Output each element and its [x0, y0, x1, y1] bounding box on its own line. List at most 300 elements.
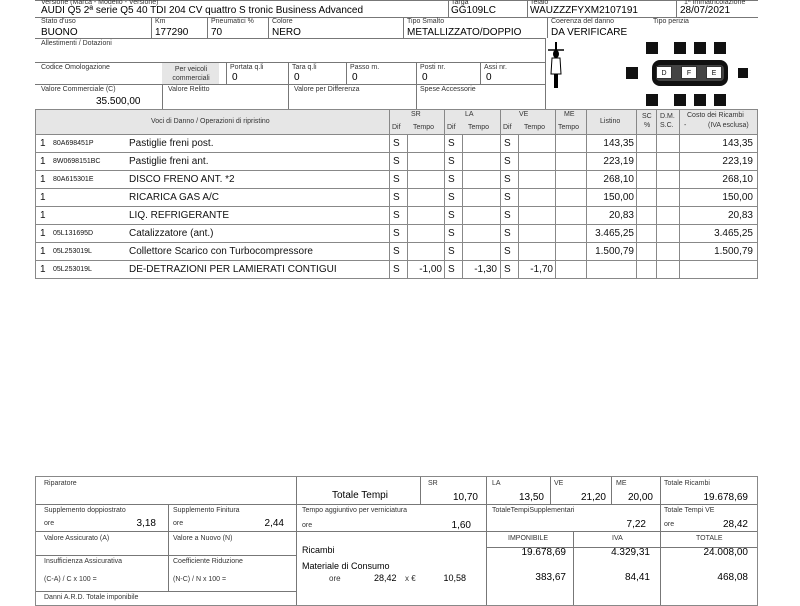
cell-me-tempo	[557, 171, 584, 188]
divider	[555, 110, 556, 134]
cell-la-dif: S	[448, 246, 455, 257]
ricambi-iva: 4.329,31	[611, 547, 650, 558]
label-ore: ore	[44, 520, 55, 527]
label-insufficienza: Insufficienza Assicurativa	[44, 558, 123, 565]
cell-divider	[500, 225, 501, 242]
cell-me-tempo	[557, 189, 584, 206]
label-ore: ore	[302, 522, 313, 529]
cell-listino: 3.465,25	[595, 228, 634, 239]
cell-la-dif: S	[448, 156, 455, 167]
divider	[389, 110, 390, 134]
cell-costo: 150,00	[722, 192, 753, 203]
per-veicoli-commerciali-box	[162, 63, 219, 84]
zone-f-label: F	[686, 70, 692, 77]
cell-divider	[679, 189, 680, 206]
label-stato-uso: Stato d'uso	[41, 18, 76, 25]
telaio-value: WAUZZZFYXM2107191	[530, 5, 638, 16]
cell-divider	[555, 225, 556, 242]
cell-sr-tempo	[408, 171, 442, 188]
cell-me-tempo	[557, 153, 584, 170]
totale-tempi-supp-value: 7,22	[626, 519, 646, 530]
zone-d-label: D	[661, 70, 667, 77]
divider	[35, 62, 545, 63]
divider	[547, 17, 548, 38]
cell-divider	[586, 207, 587, 224]
totale-tempi-ve-value: 28,42	[722, 519, 748, 530]
cell-ve-tempo	[519, 171, 553, 188]
label-tipo-perizia: Tipo perizia	[653, 18, 689, 25]
cell-la-tempo	[463, 243, 497, 260]
motorcycle-icon	[546, 40, 566, 92]
cell-divider	[555, 135, 556, 152]
cell-divider	[500, 135, 501, 152]
divider	[151, 17, 152, 38]
cell-divider	[656, 207, 657, 224]
km-value: 177290	[155, 27, 189, 38]
cell-ve-tempo	[519, 243, 553, 260]
cell-desc: Pastiglie freni ant.	[129, 156, 209, 167]
label-totale: TOTALE	[696, 535, 723, 542]
label-per-veicoli: Per veicoli commerciali	[172, 66, 210, 82]
zone-marker	[646, 94, 658, 106]
cell-code: 05L253019L	[53, 266, 92, 273]
cell-la-dif: S	[448, 192, 455, 203]
supp-finitura-value: 2,44	[264, 518, 284, 529]
cell-divider	[444, 189, 445, 206]
cell-divider	[656, 135, 657, 152]
vehicle-damage-diagram	[548, 40, 758, 108]
cell-divider	[500, 153, 501, 170]
cell-divider	[500, 243, 501, 260]
label-tipo-smalto: Tipo Smalto	[407, 18, 445, 25]
label-ore: ore	[173, 520, 184, 527]
label-passo: Passo m.	[350, 64, 380, 71]
cell-desc: Catalizzatore (ant.)	[129, 228, 214, 239]
cell-sr-dif: S	[393, 174, 400, 185]
cell-divider	[389, 189, 390, 206]
label-ore: ore	[664, 521, 675, 528]
label-posti: Posti nr.	[420, 64, 446, 71]
header-listino: Listino	[600, 118, 621, 125]
cell-me-tempo	[557, 225, 584, 242]
cell-ve-dif: S	[504, 156, 511, 167]
cell-listino: 268,10	[603, 174, 634, 185]
cell-divider	[444, 261, 445, 278]
cell-divider	[586, 189, 587, 206]
divider	[586, 110, 587, 134]
cell-ve-dif: S	[504, 138, 511, 149]
materiale-x-euro: x €	[405, 574, 416, 583]
cell-divider	[444, 225, 445, 242]
tipo-smalto-value: METALLIZZATO/DOPPIO	[407, 27, 522, 38]
cell-divider	[555, 189, 556, 206]
ricambi-totale: 24.008,00	[703, 547, 748, 558]
cell-la-dif: S	[448, 174, 455, 185]
cell-la-tempo: -1,30	[474, 264, 497, 275]
header-sc2: S.C.	[660, 122, 674, 129]
cell-la-dif: S	[448, 210, 455, 221]
cell-costo: 223,19	[722, 156, 753, 167]
divider	[676, 0, 677, 17]
cell-costo: 20,83	[727, 210, 753, 221]
materiale-imponibile: 383,67	[535, 572, 566, 583]
cell-me-tempo	[557, 243, 584, 260]
label-immatricolazione: 1ª Immatricolazione	[684, 0, 746, 6]
cell-divider	[500, 261, 501, 278]
passo-value: 0	[352, 72, 358, 83]
cell-listino	[588, 261, 634, 278]
label-telaio: Telaio	[530, 0, 549, 6]
cell-desc: RICARICA GAS A/C	[129, 192, 220, 203]
label-allestimenti: Allestimenti / Dotazioni	[41, 40, 112, 47]
divider	[207, 17, 208, 38]
table-row	[35, 171, 758, 189]
cell-ve-dif: S	[504, 246, 511, 257]
label-tempo-aggiuntivo: Tempo aggiuntivo per verniciatura	[302, 507, 408, 514]
cell-ve-tempo	[519, 225, 553, 242]
cell-code: 05L131695D	[53, 230, 94, 237]
zone-e-label: E	[711, 70, 717, 77]
label-valore-relitto: Valore Relitto	[168, 86, 210, 93]
cell-code: 80A615301E	[53, 176, 94, 183]
stato-value: BUONO	[41, 27, 78, 38]
cell-sr-tempo	[408, 189, 442, 206]
divider	[288, 62, 289, 84]
header-costo-ricambi: Costo dei Ricambi	[687, 112, 744, 119]
cell-ve-tempo	[519, 153, 553, 170]
label-valore-assicurato: Valore Assicurato (A)	[44, 535, 110, 542]
cell-divider	[389, 153, 390, 170]
insufficienza-formula: (C-A) / C x 100 =	[44, 576, 97, 583]
header-pct: %	[644, 122, 651, 129]
cell-divider	[636, 153, 637, 170]
cell-divider	[636, 189, 637, 206]
supp-doppiostrato-value: 3,18	[136, 518, 156, 529]
label-pneumatici: Pneumatici %	[211, 18, 254, 25]
divider	[656, 110, 657, 134]
cell-qty: 1	[40, 246, 46, 257]
header-ve-tempo: Tempo	[524, 124, 546, 131]
colore-value: NERO	[272, 27, 301, 38]
divider	[168, 504, 169, 591]
sr-total: 10,70	[452, 492, 478, 503]
header-me: ME	[564, 111, 575, 118]
label-portata: Portata q.li	[230, 64, 264, 71]
label-totale-tempi-supp: TotaleTempiSupplementari	[492, 507, 575, 514]
cell-code: 80A698451P	[53, 140, 94, 147]
zone-marker	[694, 42, 706, 54]
divider	[296, 477, 297, 605]
cell-divider	[555, 261, 556, 278]
header-voci-di-danno: Voci di Danno / Operazioni di ripristino	[151, 118, 270, 125]
cell-ve-tempo: -1,70	[530, 264, 553, 275]
label-valore-differenza: Valore per Differenza	[294, 86, 360, 93]
cell-divider	[389, 261, 390, 278]
divider	[448, 0, 449, 17]
zone-marker	[674, 42, 686, 54]
label-valore-commerciale: Valore Commerciale (C)	[41, 86, 116, 93]
header-me-tempo: Tempo	[558, 124, 580, 131]
label-materiale-consumo: Materiale di Consumo	[302, 561, 390, 571]
cell-sr-tempo	[408, 243, 442, 260]
cell-code: 8W0698151BC	[53, 158, 101, 165]
posti-value: 0	[422, 72, 428, 83]
divider	[288, 84, 289, 109]
cell-me-tempo	[557, 207, 584, 224]
header-iva-esclusa: (IVA esclusa)	[708, 122, 749, 129]
cell-divider	[636, 171, 637, 188]
label-codice-omologazione: Codice Omologazione	[41, 64, 110, 71]
cell-divider	[389, 135, 390, 152]
cell-divider	[656, 189, 657, 206]
divider	[679, 110, 680, 134]
cell-divider	[636, 207, 637, 224]
label-totale-tempi-ve: Totale Tempi VE	[664, 507, 715, 514]
cell-la-dif: S	[448, 264, 455, 275]
label-spese-accessorie: Spese Accessorie	[420, 86, 476, 93]
zone-marker	[738, 68, 748, 78]
cell-code	[53, 189, 128, 206]
cell-qty: 1	[40, 138, 46, 149]
cell-costo: 143,35	[722, 138, 753, 149]
cell-sr-dif: S	[393, 192, 400, 203]
cell-costo: 3.465,25	[714, 228, 753, 239]
cell-divider	[586, 243, 587, 260]
label-valore-nuovo: Valore a Nuovo (N)	[173, 535, 233, 542]
cell-qty: 1	[40, 228, 46, 239]
label-danni-ard: Danni A.R.D. Totale imponibile	[44, 594, 139, 601]
label-coefficiente: Coefficiente Riduzione	[173, 558, 243, 565]
cell-me-tempo	[557, 135, 584, 152]
header-la: LA	[465, 111, 474, 118]
coefficiente-formula: (N-C) / N x 100 =	[173, 576, 227, 583]
cell-divider	[656, 225, 657, 242]
cell-ve-dif: S	[504, 210, 511, 221]
cell-divider	[389, 243, 390, 260]
label-ricambi: Ricambi	[302, 545, 335, 555]
cell-la-tempo	[463, 153, 497, 170]
cell-divider	[679, 207, 680, 224]
divider	[416, 62, 417, 84]
pneumatici-value: 70	[211, 27, 223, 38]
label-ore: ore	[329, 574, 341, 583]
divider	[36, 531, 757, 532]
table-header	[35, 109, 758, 135]
cell-ve-dif: S	[504, 228, 511, 239]
header-sr: SR	[411, 111, 421, 118]
header-sr-tempo: Tempo	[413, 124, 435, 131]
cell-divider	[389, 225, 390, 242]
label-assi: Assi nr.	[484, 64, 507, 71]
cell-la-tempo	[463, 171, 497, 188]
cell-divider	[500, 207, 501, 224]
cell-ve-dif: S	[504, 174, 511, 185]
cell-qty: 1	[40, 210, 46, 221]
table-row	[35, 207, 758, 225]
zone-marker	[626, 67, 638, 79]
divider	[162, 84, 163, 109]
cell-divider	[555, 243, 556, 260]
materiale-totale: 468,08	[717, 572, 748, 583]
label-km: Km	[155, 18, 166, 25]
cell-listino: 20,83	[608, 210, 634, 221]
cell-sr-dif: S	[393, 264, 400, 275]
cell-divider	[586, 261, 587, 278]
cell-qty: 1	[40, 192, 46, 203]
label-iva: IVA	[612, 535, 623, 542]
divider	[403, 17, 404, 38]
ricambi-imponibile: 19.678,69	[521, 547, 566, 558]
cell-sr-tempo	[408, 225, 442, 242]
cell-divider	[636, 225, 637, 242]
cell-divider	[656, 243, 657, 260]
zone-d-box	[656, 66, 672, 79]
totals-panel	[35, 476, 758, 606]
divider	[36, 504, 757, 505]
table-row	[35, 225, 758, 243]
cell-ve-tempo	[519, 189, 553, 206]
cell-divider	[555, 171, 556, 188]
cell-listino: 150,00	[603, 192, 634, 203]
valore-commerciale-value: 35.500,00	[96, 96, 141, 107]
header-sc: SC	[642, 113, 652, 120]
cell-listino: 1.500,79	[595, 246, 634, 257]
targa-value: GG109LC	[451, 5, 497, 16]
divider	[636, 110, 637, 134]
table-row	[35, 189, 758, 207]
cell-la-tempo	[463, 225, 497, 242]
label-me: ME	[616, 480, 627, 487]
label-versione: Versione (Marca - Modello - Versione)	[41, 0, 159, 6]
immatricolazione-value: 28/07/2021	[680, 5, 731, 16]
cell-la-dif: S	[448, 228, 455, 239]
cell-divider	[555, 153, 556, 170]
cell-divider	[656, 153, 657, 170]
header-dm: D.M.	[660, 113, 675, 120]
label-riparatore: Riparatore	[44, 480, 77, 487]
table-row	[35, 243, 758, 261]
cell-listino: 143,35	[603, 138, 634, 149]
cell-divider	[656, 171, 657, 188]
divider	[36, 555, 296, 556]
divider	[480, 62, 481, 84]
cell-la-tempo	[463, 207, 497, 224]
cell-divider	[679, 261, 680, 278]
cell-listino: 223,19	[603, 156, 634, 167]
divider	[444, 110, 445, 134]
header-la-tempo: Tempo	[468, 124, 490, 131]
cell-divider	[636, 261, 637, 278]
la-total: 13,50	[518, 492, 544, 503]
zone-marker	[674, 94, 686, 106]
header-ve: VE	[519, 111, 529, 118]
cell-ve-dif: S	[504, 192, 511, 203]
header-la-dif: Dif	[447, 124, 456, 131]
table-row	[35, 261, 758, 279]
label-colore: Colore	[272, 18, 293, 25]
zone-marker	[646, 42, 658, 54]
label-totale-tempi: Totale Tempi	[332, 490, 388, 501]
zone-marker	[694, 94, 706, 106]
tara-value: 0	[294, 72, 300, 83]
divider	[35, 17, 758, 18]
cell-divider	[444, 135, 445, 152]
cell-sr-dif: S	[393, 228, 400, 239]
cell-sr-tempo	[408, 207, 442, 224]
cell-sr-dif: S	[393, 138, 400, 149]
cell-divider	[500, 189, 501, 206]
portata-value: 0	[232, 72, 238, 83]
divider	[35, 38, 545, 39]
table-row	[35, 135, 758, 153]
cell-la-tempo	[463, 189, 497, 206]
table-row	[35, 153, 758, 171]
divider	[346, 62, 347, 84]
materiale-ore: 28,42	[374, 573, 397, 583]
cell-sr-dif: S	[393, 246, 400, 257]
cell-desc: Collettore Scarico con Turbocompressore	[129, 246, 313, 257]
cell-me-tempo	[557, 261, 584, 278]
cell-divider	[444, 171, 445, 188]
cell-sr-tempo: -1,00	[419, 264, 442, 275]
divider	[500, 110, 501, 134]
cell-divider	[444, 207, 445, 224]
assi-value: 0	[486, 72, 492, 83]
zone-marker	[714, 42, 726, 54]
label-supp-doppiostrato: Supplemento doppiostrato	[44, 507, 126, 514]
cell-divider	[555, 207, 556, 224]
materiale-iva: 84,41	[624, 572, 650, 583]
ve-total: 21,20	[580, 492, 606, 503]
cell-costo: 1.500,79	[714, 246, 753, 257]
cell-divider	[656, 261, 657, 278]
label-sr: SR	[428, 480, 438, 487]
cell-divider	[586, 153, 587, 170]
cell-divider	[679, 171, 680, 188]
cell-sr-dif: S	[393, 210, 400, 221]
cell-divider	[586, 225, 587, 242]
label-imponibile: IMPONIBILE	[508, 535, 549, 542]
cell-divider	[444, 243, 445, 260]
label-supp-finitura: Supplemento Finitura	[173, 507, 240, 514]
header-ve-dif: Dif	[503, 124, 512, 131]
divider	[573, 531, 574, 605]
cell-code	[53, 207, 128, 224]
cell-la-dif: S	[448, 138, 455, 149]
coerenza-value: DA VERIFICARE	[551, 27, 628, 38]
cell-qty: 1	[40, 174, 46, 185]
cell-costo	[681, 261, 753, 278]
cell-ve-dif: S	[504, 264, 511, 275]
divider	[35, 84, 545, 85]
cell-divider	[636, 243, 637, 260]
cell-sr-tempo	[408, 153, 442, 170]
cell-desc: DE-DETRAZIONI PER LAMIERATI CONTIGUI	[129, 264, 337, 275]
zone-e-box	[706, 66, 722, 79]
cell-divider	[444, 153, 445, 170]
cell-code: 05L253019L	[53, 248, 92, 255]
cell-divider	[389, 171, 390, 188]
cell-divider	[679, 225, 680, 242]
tempo-aggiuntivo-value: 1,60	[451, 520, 471, 531]
label-targa: Targa	[451, 0, 469, 6]
divider	[268, 17, 269, 38]
cell-ve-tempo	[519, 135, 553, 152]
zone-f-box	[681, 66, 697, 79]
zone-marker	[714, 94, 726, 106]
cell-qty: 1	[40, 264, 46, 275]
label-tara: Tara q.li	[292, 64, 317, 71]
